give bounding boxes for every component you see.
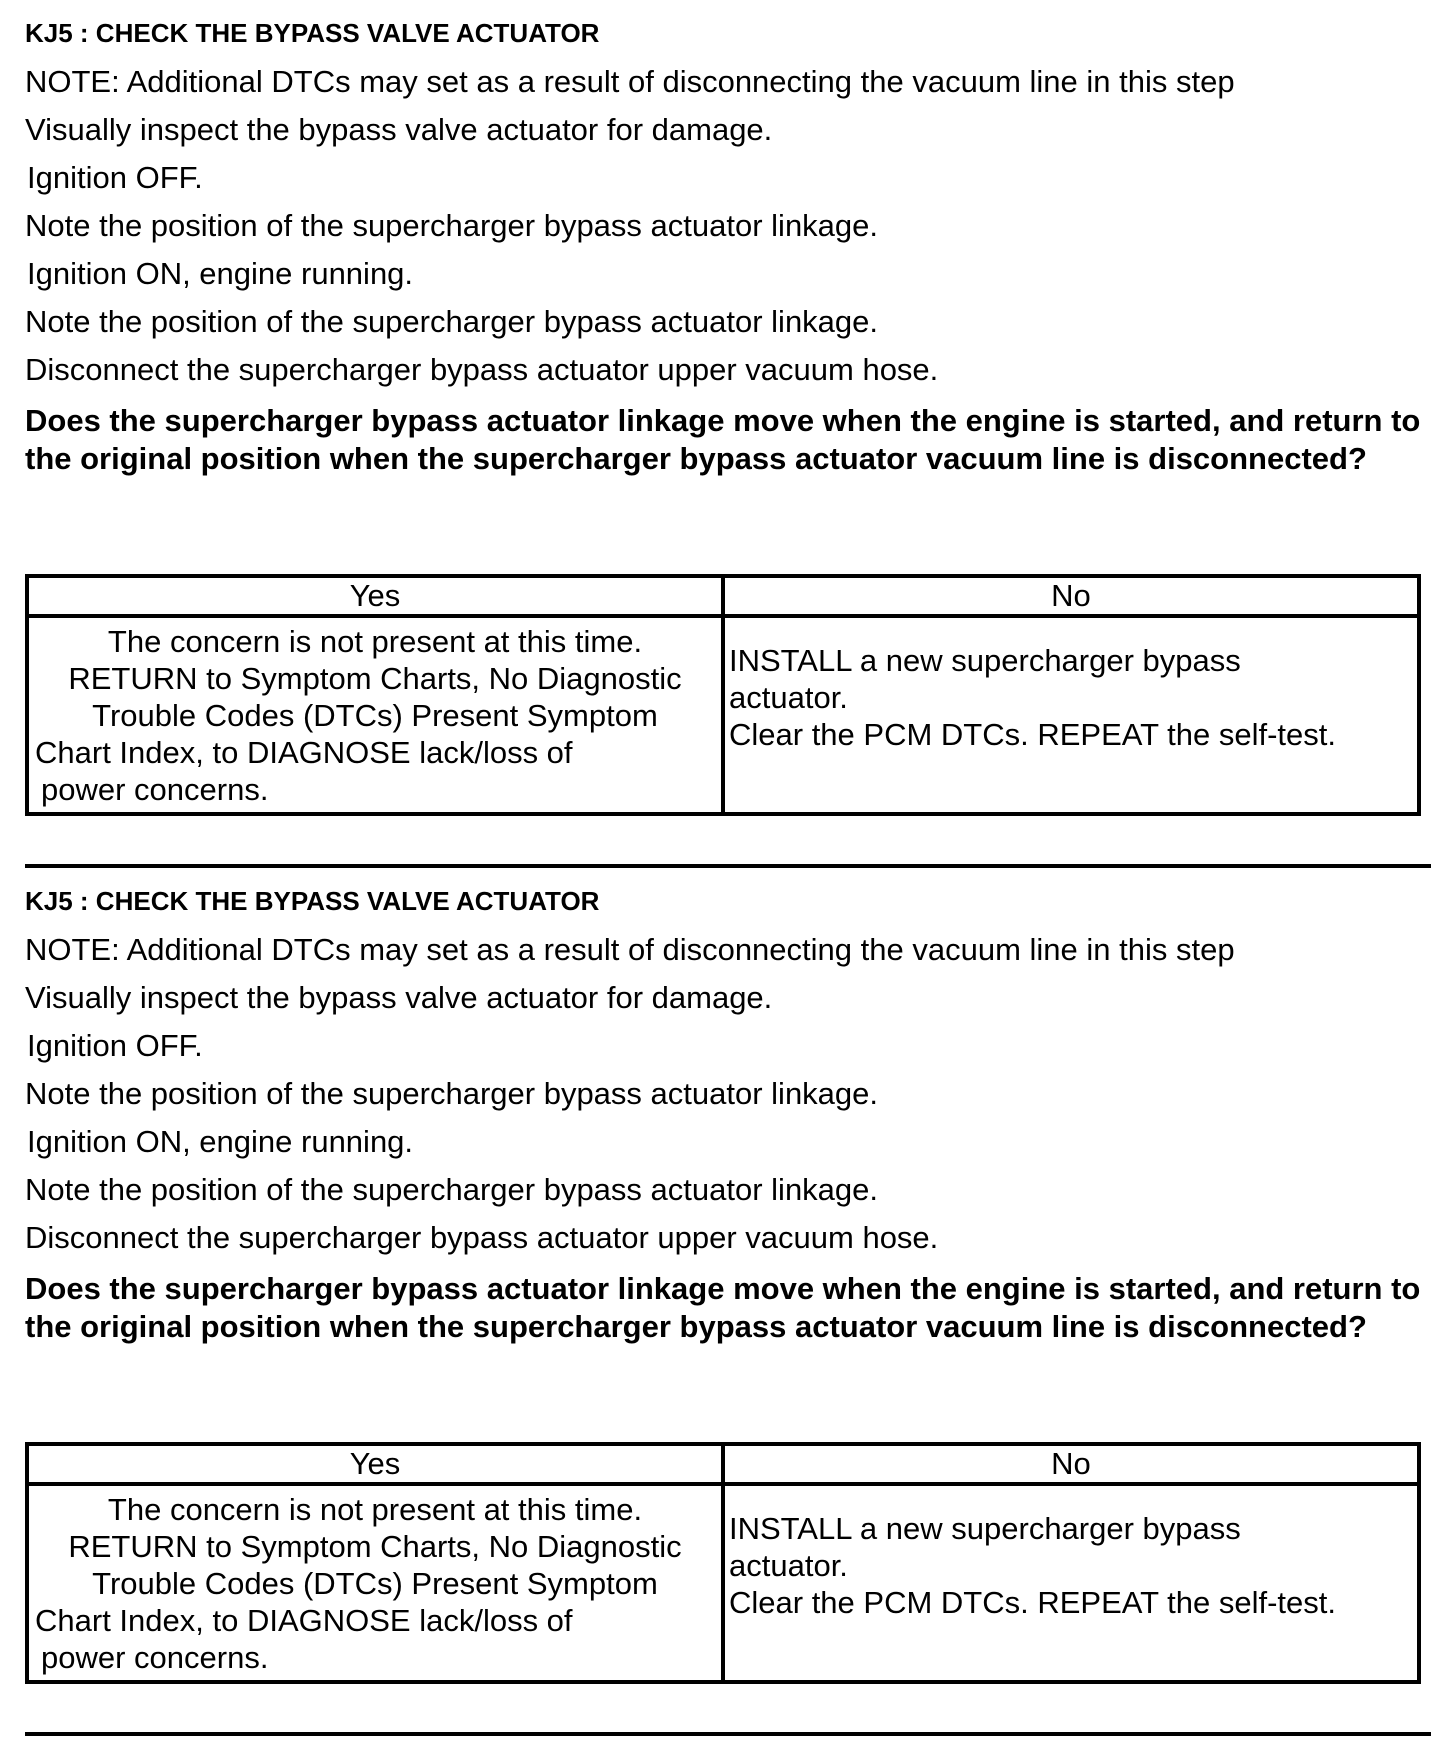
step-instruction: Note the position of the supercharger bypass actuator linkage. xyxy=(25,304,879,339)
yes-action-line: Chart Index, to DIAGNOSE lack/loss of xyxy=(35,734,573,770)
no-action-line: actuator. xyxy=(729,680,848,715)
no-action-line: INSTALL a new supercharger bypass xyxy=(729,643,1241,678)
step-instruction: Visually inspect the bypass valve actuator for damage. xyxy=(25,112,773,147)
yes-header: Yes xyxy=(27,576,723,616)
yes-action-line: RETURN to Symptom Charts, No Diagnostic xyxy=(68,660,682,696)
yes-header: Yes xyxy=(27,1444,723,1484)
step-instruction: Ignition OFF. xyxy=(27,1028,203,1063)
step-instruction: Note the position of the supercharger bypass actuator linkage. xyxy=(25,1076,879,1111)
yes-action-line: The concern is not present at this time. xyxy=(107,623,643,659)
step-heading: KJ5 : CHECK THE BYPASS VALVE ACTUATOR xyxy=(25,18,600,48)
yes-no-table xyxy=(25,574,1421,816)
yes-action-line: RETURN to Symptom Charts, No Diagnostic xyxy=(68,1528,682,1564)
no-action-line: actuator. xyxy=(729,1548,848,1583)
step-note: NOTE: Additional DTCs may set as a result of disconnecting the vacuum line in this step xyxy=(25,64,1235,99)
yes-no-table xyxy=(25,1442,1421,1684)
table-header-row xyxy=(27,576,1419,616)
yes-action-line: Chart Index, to DIAGNOSE lack/loss of xyxy=(35,1602,573,1638)
yes-action-cell xyxy=(27,1484,723,1682)
table-row xyxy=(27,616,1419,814)
step-instruction: Disconnect the supercharger bypass actuator upper vacuum hose. xyxy=(25,352,939,387)
yes-action-line: Trouble Codes (DTCs) Present Symptom xyxy=(92,1565,658,1601)
step-instruction: Visually inspect the bypass valve actuator for damage. xyxy=(25,980,773,1015)
no-action-line: Clear the PCM DTCs. REPEAT the self-test. xyxy=(729,1585,1336,1620)
yes-action-line: The concern is not present at this time. xyxy=(107,1491,643,1527)
yes-action-line: power concerns. xyxy=(41,1639,269,1675)
step-instruction: Note the position of the supercharger bypass actuator linkage. xyxy=(25,208,879,243)
no-header: No xyxy=(723,576,1419,616)
no-action-cell xyxy=(723,1484,1419,1682)
step-question: Does the supercharger bypass actuator linkage move when the engine is started, and return to the original position when the supercharger bypass actuator vacuum line is disconnected? xyxy=(25,403,1421,476)
yes-action-cell xyxy=(27,616,723,814)
section-divider xyxy=(25,1732,1431,1736)
step-instruction: Ignition OFF. xyxy=(27,160,203,195)
yes-action-line: Trouble Codes (DTCs) Present Symptom xyxy=(92,697,658,733)
no-header: No xyxy=(723,1444,1419,1484)
step-instruction: Note the position of the supercharger bypass actuator linkage. xyxy=(25,1172,879,1207)
step-heading: KJ5 : CHECK THE BYPASS VALVE ACTUATOR xyxy=(25,886,600,916)
step-question: Does the supercharger bypass actuator linkage move when the engine is started, and return to the original position when the supercharger bypass actuator vacuum line is disconnected? xyxy=(25,1271,1421,1344)
step-instruction: Ignition ON, engine running. xyxy=(27,1124,414,1159)
step-note: NOTE: Additional DTCs may set as a result of disconnecting the vacuum line in this step xyxy=(25,932,1235,967)
table-row xyxy=(27,1484,1419,1682)
step-instruction: Disconnect the supercharger bypass actuator upper vacuum hose. xyxy=(25,1220,939,1255)
table-header-row xyxy=(27,1444,1419,1484)
no-action-cell xyxy=(723,616,1419,814)
no-action-line: Clear the PCM DTCs. REPEAT the self-test. xyxy=(729,717,1336,752)
section-divider xyxy=(25,864,1431,868)
no-action-line: INSTALL a new supercharger bypass xyxy=(729,1511,1241,1546)
yes-action-line: power concerns. xyxy=(41,771,269,807)
step-instruction: Ignition ON, engine running. xyxy=(27,256,414,291)
